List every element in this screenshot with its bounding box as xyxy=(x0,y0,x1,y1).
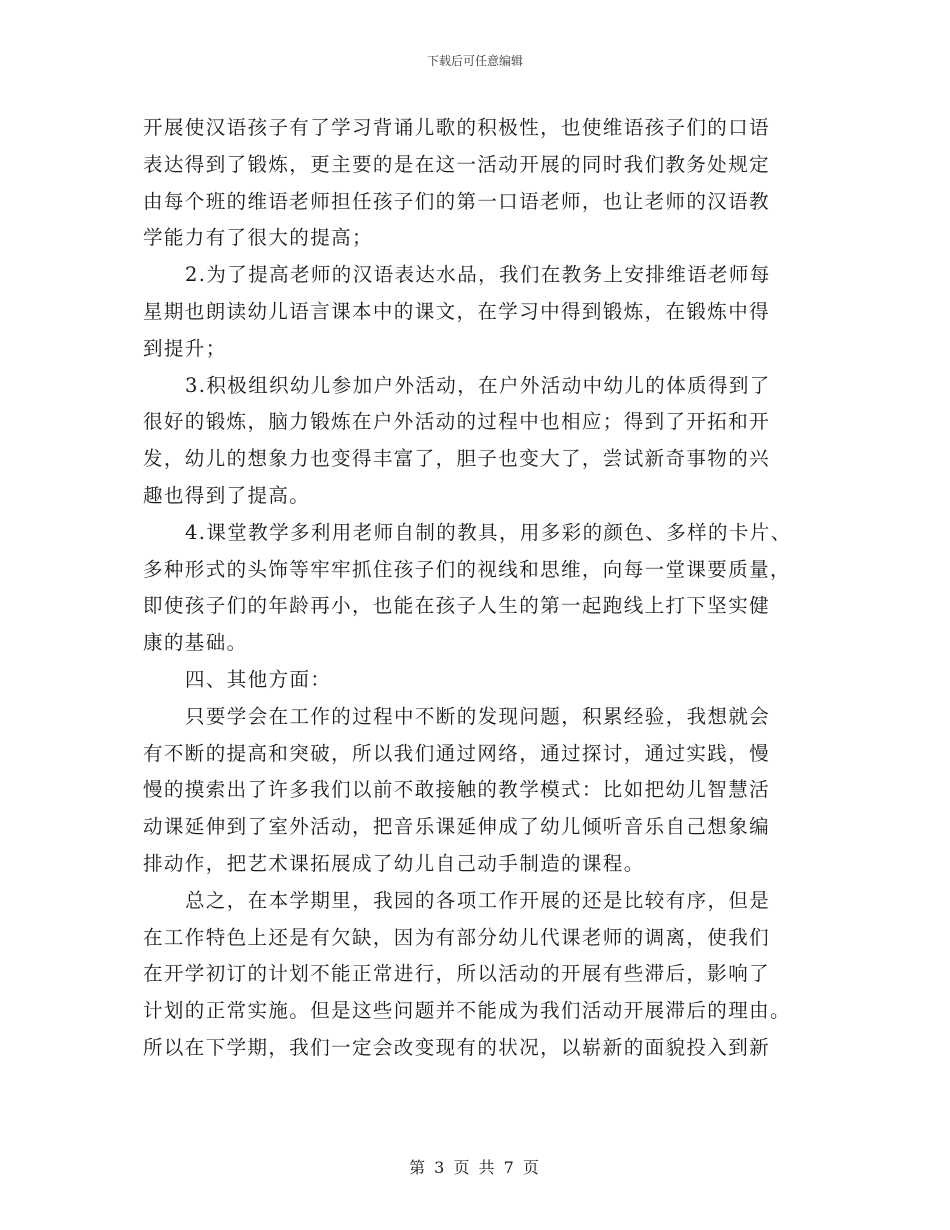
text-line: 开展使汉语孩子有了学习背诵儿歌的积极性，也使维语孩子们的口语 xyxy=(143,116,771,139)
text-line: 动课延伸到了室外活动，把音乐课延伸成了幼儿倾听音乐自己想象编 xyxy=(143,815,771,839)
text-line: 星期也朗读幼儿语言课本中的课文，在学习中得到锻炼，在锻炼中得 xyxy=(143,299,771,323)
text-line: 在工作特色上还是有欠缺，因为有部分幼儿代课老师的调离，使我们 xyxy=(143,925,771,949)
page-footer: 第 3 页 共 7 页 xyxy=(409,1158,541,1177)
text-line: 发，幼儿的想象力也变得丰富了，胆子也变大了，尝试新奇事物的兴 xyxy=(143,447,771,471)
text-line: 4.课堂教学多利用老师自制的教具，用多彩的颜色、多样的卡片、 xyxy=(185,520,792,544)
document-body xyxy=(143,110,813,1067)
text-line: 康的基础。 xyxy=(143,631,248,655)
text-line: 慢的摸索出了许多我们以前不敢接触的教学模式：比如把幼儿智慧活 xyxy=(143,778,771,802)
text-line: 总之，在本学期里，我园的各项工作开展的还是比较有序，但是 xyxy=(185,888,771,912)
text-line: 四、其他方面： xyxy=(185,667,332,691)
text-line: 计划的正常实施。但是这些问题并不能成为我们活动开展滞后的理由。 xyxy=(143,999,791,1023)
text-line: 即使孩子们的年龄再小，也能在孩子人生的第一起跑线上打下坚实健 xyxy=(143,594,771,618)
text-line: 在开学初订的计划不能正常进行，所以活动的开展有些滞后，影响了 xyxy=(143,962,771,986)
text-line: 多种形式的头饰等牢牢抓住孩子们的视线和思维，向每一堂课要质量， xyxy=(143,557,791,581)
page-header: 下载后可任意编辑 xyxy=(426,54,523,68)
text-line: 排动作，把艺术课拓展成了幼儿自己动手制造的课程。 xyxy=(143,851,645,875)
text-line: 2.为了提高老师的汉语表达水品，我们在教务上安排维语老师每 xyxy=(185,263,771,287)
text-line: 趣也得到了提高。 xyxy=(143,483,311,507)
text-line: 很好的锻炼，脑力锻炼在户外活动的过程中也相应；得到了开拓和开 xyxy=(143,410,771,434)
text-line: 由每个班的维语老师担任孩子们的第一口语老师，也让老师的汉语教 xyxy=(143,189,771,213)
text-line: 3.积极组织幼儿参加户外活动，在户外活动中幼儿的体质得到了 xyxy=(185,373,771,397)
text-line: 学能力有了很大的提高； xyxy=(143,226,373,250)
text-line: 到提升； xyxy=(143,336,227,360)
text-line: 所以在下学期，我们一定会改变现有的状况，以崭新的面貌投入到新 xyxy=(143,1035,771,1059)
text-line: 有不断的提高和突破，所以我们通过网络，通过探讨，通过实践，慢 xyxy=(143,741,771,765)
text-line: 只要学会在工作的过程中不断的发现问题，积累经验，我想就会 xyxy=(185,704,771,728)
text-line: 表达得到了锻炼，更主要的是在这一活动开展的同时我们教务处规定 xyxy=(143,152,771,176)
